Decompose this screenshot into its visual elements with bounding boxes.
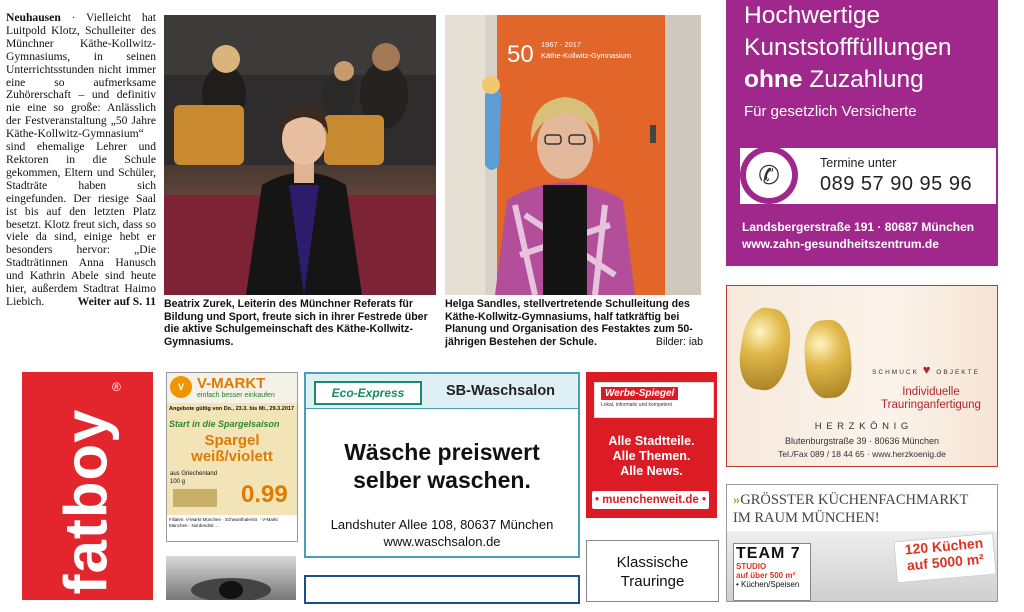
trauringe-line-1: Klassische — [616, 554, 689, 571]
ring-left-image — [736, 305, 795, 393]
eco-title: SB-Waschsalon — [446, 383, 556, 399]
article-text — [6, 12, 156, 309]
kuechen-promo-2: auf 5000 m² — [906, 550, 985, 574]
fatboy-logo: fatboy — [52, 408, 120, 595]
chevron-right-icon: » — [733, 492, 741, 508]
banner-number: 50 — [507, 41, 534, 68]
caption-photo-2-text: Helga Sandles, stellvertretende Schulleitung des Käthe-Kollwitz-Gymnasiums, half tatkräftig bei Planung und Organisation des Festaktes zum 50-jährigen Bestehen der Schule. — [445, 298, 693, 348]
newspaper-image — [594, 382, 714, 418]
werbe-line-1: Alle Stadtteile. — [608, 434, 695, 448]
vmarkt-weight: 100 g — [170, 479, 186, 485]
eco-express-ad[interactable] — [304, 372, 580, 558]
kuechen-line-1: GRÖSSTER KÜCHENFACHMARKT — [740, 492, 969, 508]
eco-badge: Eco-Express — [314, 381, 422, 405]
caption-photo-2 — [445, 298, 703, 348]
dental-phone-box[interactable] — [740, 148, 996, 204]
banner-school: Käthe-Kollwitz-Gymnasium — [541, 51, 632, 60]
trauringe-line-2: Trauringe — [620, 573, 685, 590]
photo-helga-sandles — [445, 15, 701, 295]
jewelry-brand-right: OBJEKTE — [936, 369, 980, 376]
vmarkt-product-2: weiß/violett — [191, 448, 273, 465]
vmarkt-origin: aus Griechenland — [170, 471, 218, 477]
banner-text — [507, 40, 632, 69]
werbe-paper-sub: Lokal, informativ und kompetent — [601, 402, 672, 408]
vmarkt-validity: Angebote gültig von Do., 23.3. bis Mi., 29.3.2017 — [169, 406, 295, 412]
dental-phone-number[interactable]: 089 57 90 95 96 — [820, 173, 973, 195]
dental-line-3 — [744, 64, 924, 96]
dental-address-block — [742, 219, 974, 253]
werbe-paper-title: Werbe-Spiegel — [601, 387, 678, 400]
dental-line-3-rest: Zuzahlung — [802, 66, 924, 93]
article-place: Neuhausen — [6, 11, 61, 24]
vmarkt-header — [167, 373, 297, 403]
vmarkt-slogan: einfach besser einkaufen — [197, 392, 275, 399]
eco-contact — [306, 516, 578, 550]
eco-header — [306, 374, 578, 409]
jewelry-address: Blutenburgstraße 39 · 80636 München — [784, 436, 940, 446]
jewelry-brand-left: SCHMUCK — [872, 369, 919, 376]
werbe-lines — [586, 434, 717, 479]
kuechen-promo-1: 120 Küchen — [904, 534, 984, 558]
team7-brand: TEAM 7 — [736, 545, 801, 562]
eco-main — [306, 438, 578, 494]
kuechen-headline — [733, 491, 968, 527]
eco-main-1: Wäsche preiswert — [344, 439, 540, 465]
dental-ad[interactable] — [726, 0, 998, 266]
kuechen-promo — [893, 533, 996, 584]
team7-studio: STUDIO — [736, 562, 767, 571]
team7-size: auf über 500 m² — [736, 571, 796, 580]
werbe-line-2: Alle Themen. — [612, 449, 691, 463]
trauringe-text — [587, 553, 718, 591]
dental-subline: Für gesetzlich Versicherte — [744, 103, 917, 120]
eye-ad-image[interactable] — [166, 556, 296, 600]
dental-website[interactable]: www.zahn-gesundheitszentrum.de — [742, 237, 939, 251]
vmarkt-footer: Filialen: V-Markt München · Schwanthalerstr. · V-Markt München · Nordendstr. ... — [167, 515, 297, 541]
fatboy-registered-mark: ® — [112, 380, 121, 394]
vmarkt-asparagus-image — [173, 489, 217, 507]
vmarkt-headline: Start in die Spargelsaison — [169, 419, 280, 429]
fatboy-ad[interactable] — [22, 372, 153, 600]
vmarkt-price: 0.99 — [241, 481, 288, 508]
jewelry-tagline-2: Trauringanfertigung — [881, 399, 981, 411]
jewelry-tagline — [867, 386, 995, 412]
photo-beatrix-zurek — [164, 15, 436, 295]
phone-circle — [740, 146, 798, 204]
banner-years: 1967 - 2017 — [541, 40, 582, 49]
trauringe-ad[interactable] — [586, 540, 719, 602]
dental-line-1: Hochwertige — [744, 2, 881, 29]
eco-main-2: selber waschen. — [353, 467, 531, 493]
article-body: · Vielleicht hat Luitpold Klotz, Schulleiter des Münchner Käthe-Kollwitz-Gymnasiums, in seinen Unterrichtsstunden nicht immer eine so aufmerksame Zuhörerschaft – und definitiv nie eine so große: Anlässlich der Festveranstaltung „50 Jahre Käthe-Kollwitz-Gymnasium“ sind ehemalige Lehrer und Rektoren in die Schule gekommen, Eltern und Schüler, Stadträte haben sich eingefunden. Der riesige Saal ist bis auf den letzten Platz besetzt. Klotz freut sich, dass so viele da sind, einige hebt er besonders hervor: „Die Stadträtinnen Anna Hanusch und Kathrin Abele sind heute hier, außerdem Stadtrat Haimo Liebich. — [6, 11, 156, 308]
heart-icon: ♥ — [922, 362, 933, 377]
jewelry-name: H E R Z K Ö N I G — [814, 421, 910, 432]
photo-scene — [164, 15, 436, 295]
phone-icon: ✆ — [746, 152, 792, 198]
photo-credit: Bilder: iab — [655, 335, 703, 348]
kuechen-ad[interactable] — [726, 484, 998, 602]
team7-box — [733, 543, 811, 601]
vmarkt-product — [167, 433, 297, 465]
vmarkt-brand: V-MARKT — [197, 375, 266, 392]
werbe-spiegel-ad[interactable] — [586, 372, 717, 518]
werbe-url[interactable]: • muenchenweit.de • — [592, 491, 709, 509]
jewelry-contact[interactable]: Tel./Fax 089 / 18 44 65 · www.herzkoenig.de — [778, 449, 946, 459]
eco-address: Landshuter Allee 108, 80637 München — [330, 517, 554, 532]
vmarkt-product-1: Spargel — [204, 432, 260, 449]
eye-icon — [166, 556, 296, 600]
dental-line-3-bold: ohne — [744, 66, 803, 93]
dental-termine-label: Termine unter — [820, 156, 897, 170]
kuechen-line-2: IM RAUM MÜNCHEN! — [733, 510, 880, 526]
vmarkt-ad[interactable] — [166, 372, 298, 542]
team7-item: • Küchen/Speisen — [736, 580, 800, 589]
eco-website[interactable]: www.waschsalon.de — [383, 534, 501, 549]
vmarkt-logo-icon: V — [170, 376, 192, 398]
werbe-line-3: Alle News. — [620, 464, 683, 478]
continue-link[interactable]: Weiter auf S. 11 — [77, 294, 156, 308]
dental-line-2: Kunststofffüllungen — [744, 34, 952, 61]
dental-address: Landsbergerstraße 191 · 80687 München — [742, 220, 975, 234]
jewelry-brand — [859, 362, 993, 377]
ring-right-image — [802, 318, 853, 399]
caption-photo-1: Beatrix Zurek, Leiterin des Münchner Referats für Bildung und Sport, freute sich in ihrer Festrede über die aktive Schulgemeinschaft des Käthe-Kollwitz-Gymnasiums. — [164, 298, 428, 348]
jewelry-tagline-1: Individuelle — [902, 386, 960, 398]
jewelry-ad[interactable] — [726, 285, 998, 467]
